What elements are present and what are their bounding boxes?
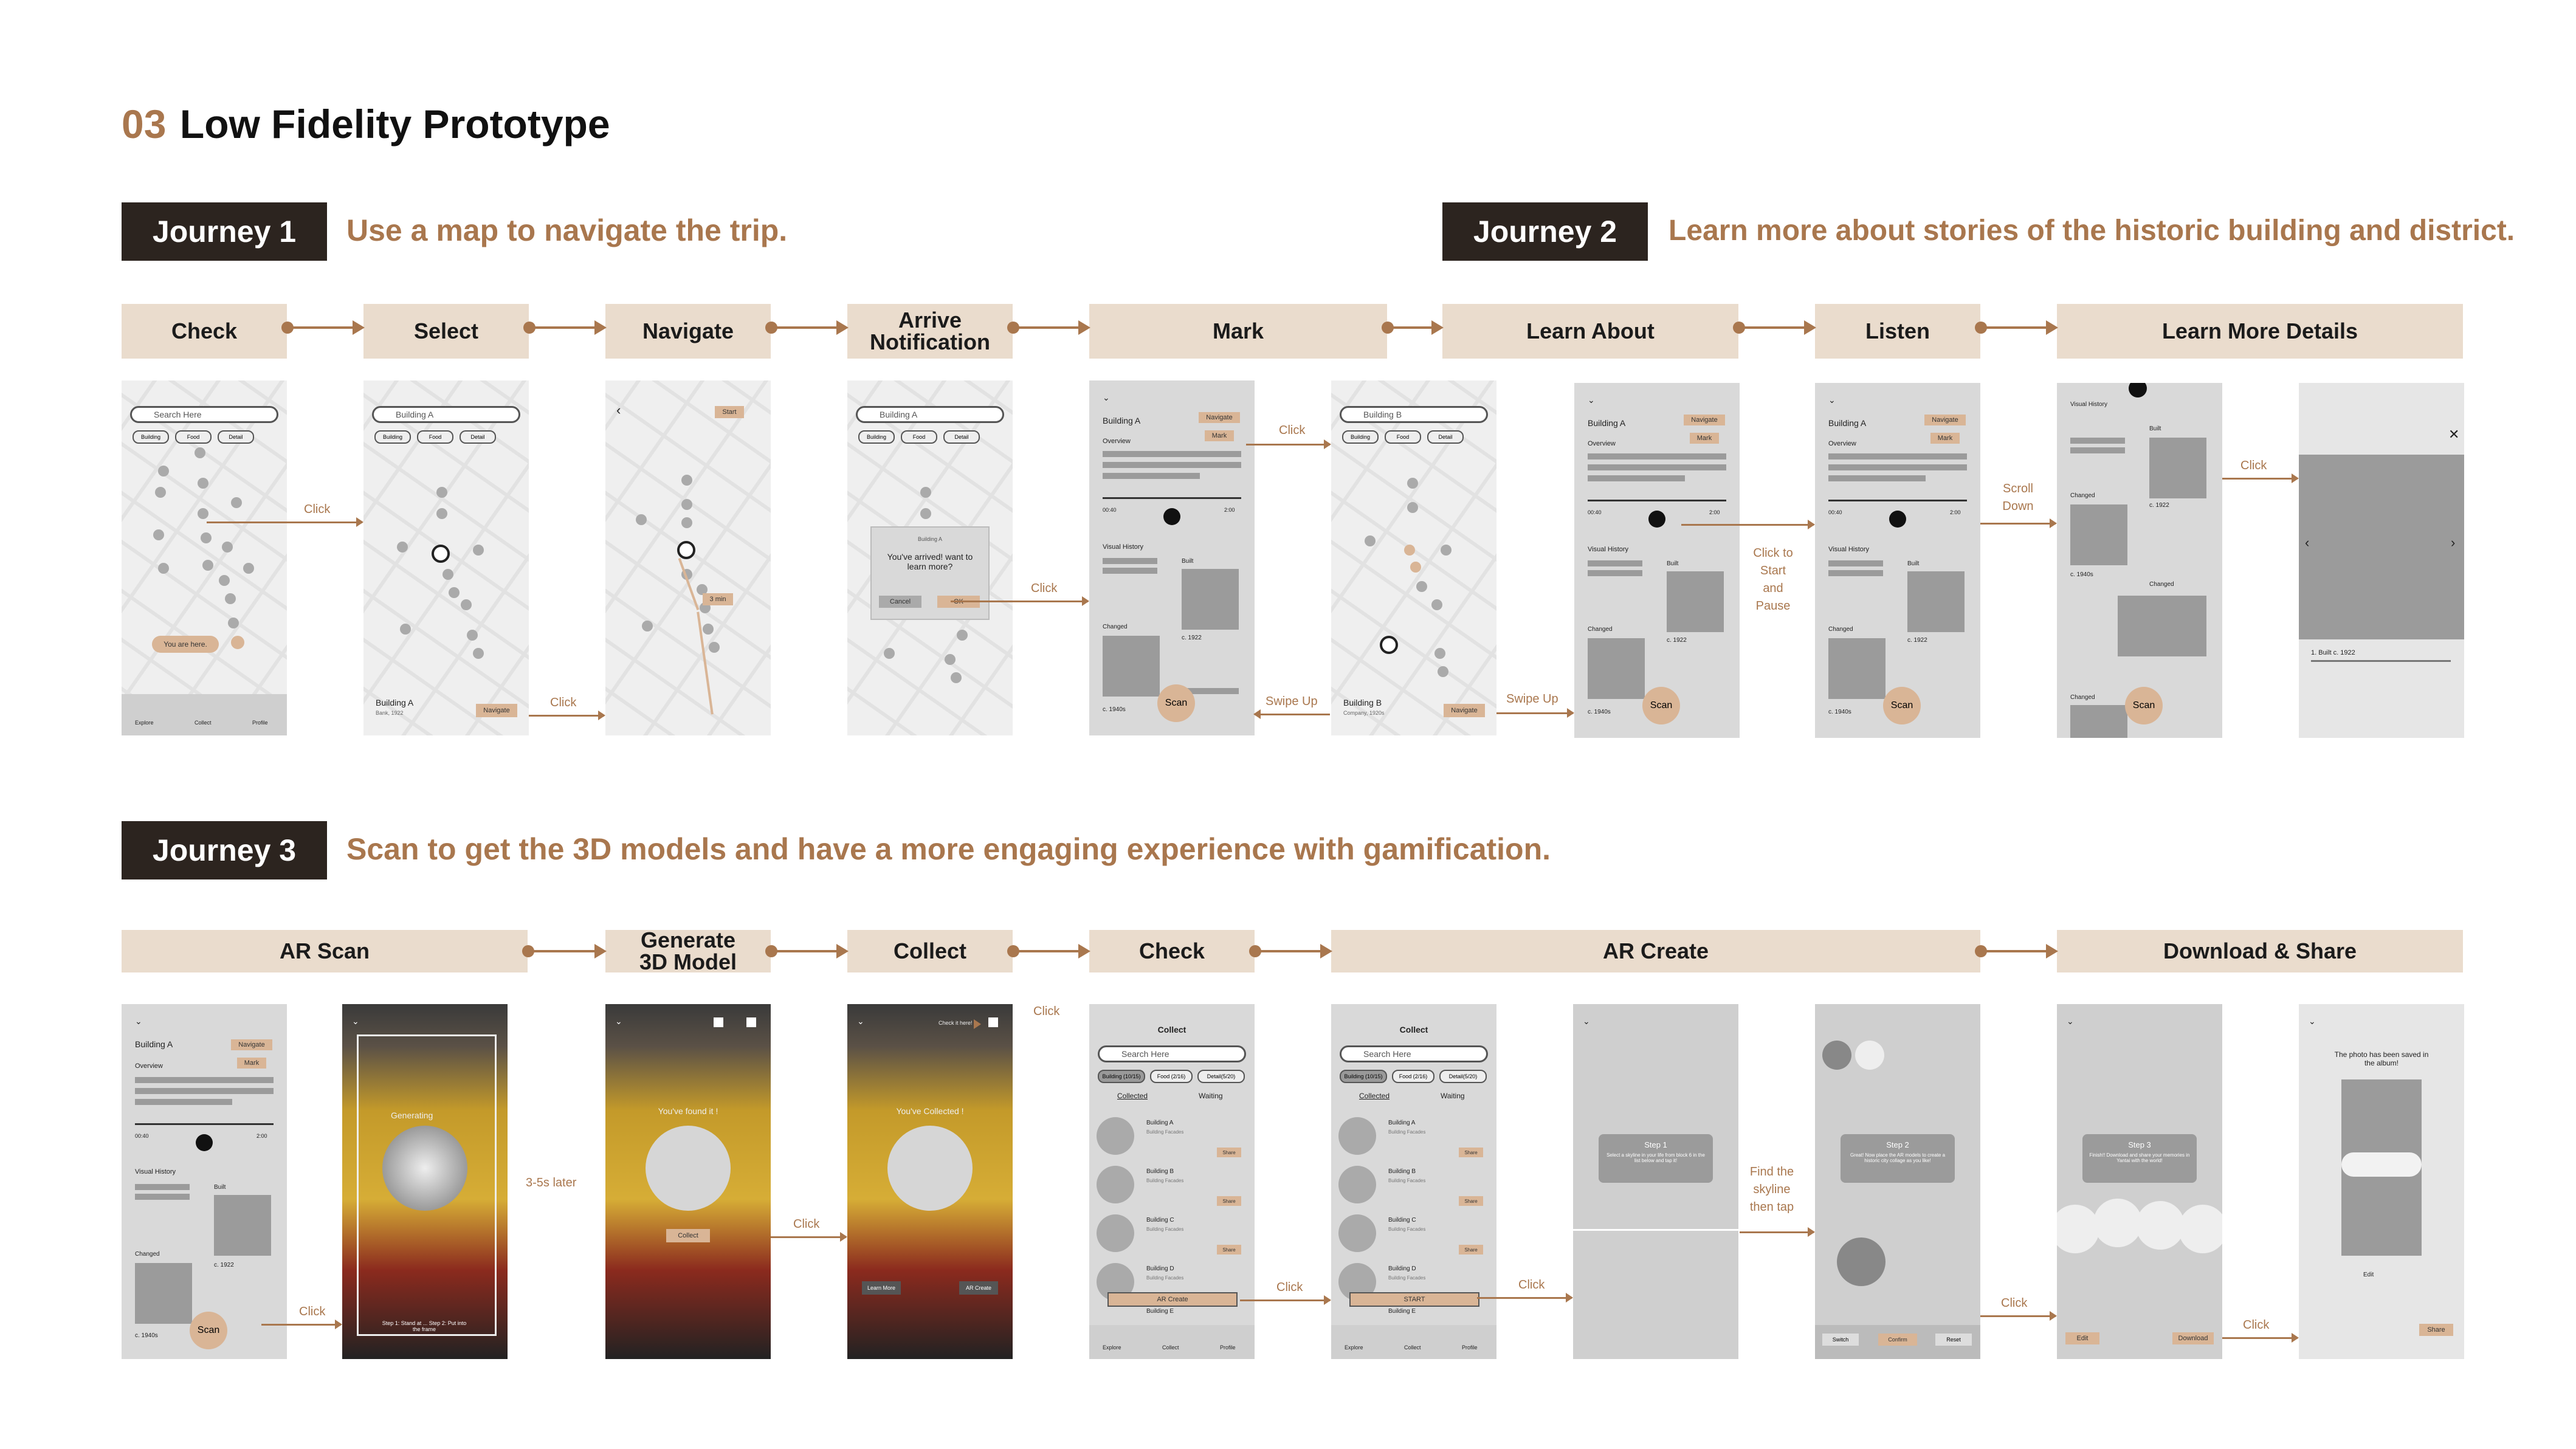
navigate-button[interactable]: Navigate — [1684, 415, 1725, 425]
screen-check-map — [122, 380, 287, 735]
connector — [951, 601, 1088, 602]
model-placeholder — [887, 1126, 973, 1211]
mark-button[interactable]: Mark — [1690, 433, 1719, 444]
screen-details-scrolled — [2057, 383, 2222, 738]
built-year: c. 1922 — [1667, 637, 1687, 644]
built-label: Built — [1667, 560, 1679, 567]
connector — [1740, 1231, 1814, 1233]
connector — [771, 1236, 846, 1238]
flow-arrow — [1980, 326, 2056, 329]
collection-icon[interactable] — [988, 1017, 998, 1027]
list-item-sub: Building Facades — [1146, 1275, 1184, 1281]
step-ar-create: AR Create — [1331, 930, 1980, 972]
step-3-text: Finish!! Download and share your memories in Yantai with the world! — [2089, 1152, 2190, 1163]
chip-building[interactable]: Building (10/15) — [1340, 1070, 1387, 1083]
switch-button[interactable]: Switch — [1822, 1334, 1859, 1346]
screen-collected — [847, 1004, 1013, 1359]
built-label: Built — [1182, 558, 1194, 565]
tab-collect[interactable]: Collect — [1162, 1344, 1179, 1351]
navigate-button[interactable]: Navigate — [231, 1039, 272, 1050]
collect-icon[interactable] — [714, 1017, 723, 1027]
saved-photo — [2341, 1079, 2422, 1256]
chip-building[interactable]: Building (10/15) — [1098, 1070, 1145, 1083]
step-generate-3d-model: Generate 3D Model — [605, 930, 771, 972]
step-download-share: Download & Share — [2057, 930, 2463, 972]
changed-year: c. 1940s — [2070, 571, 2093, 578]
list-item-title: Building E — [1146, 1308, 1174, 1315]
annotation-swipe-up: Swipe Up — [1506, 692, 1558, 706]
mark-button[interactable]: Mark — [1930, 433, 1960, 444]
step-listen: Listen — [1815, 304, 1980, 359]
close-icon[interactable]: ✕ — [2448, 427, 2460, 442]
flow-arrow — [1738, 326, 1814, 329]
chevron-down-icon[interactable]: ⌄ — [1588, 395, 1595, 405]
list-item-sub: Building Facades — [1388, 1227, 1426, 1232]
share-icon[interactable] — [746, 1017, 756, 1027]
visual-history-label: Visual History — [1828, 546, 1870, 553]
annotation-click: Click — [299, 1305, 326, 1318]
step-mark: Mark — [1089, 304, 1387, 359]
step-learn-about: Learn About — [1442, 304, 1738, 359]
collect-title: Collect — [1399, 1025, 1428, 1034]
annotation-click-start-pause: Click to Start and Pause — [1753, 546, 1793, 613]
chip-food[interactable]: Food — [417, 430, 453, 444]
chevron-down-icon[interactable]: ⌄ — [615, 1016, 622, 1026]
flow-arrow — [1387, 326, 1441, 329]
time-total: 2:00 — [1950, 509, 1961, 515]
tab-collected[interactable]: Collected — [1117, 1092, 1148, 1100]
search-input[interactable]: Building A — [856, 406, 1004, 423]
changed-label: Changed — [2070, 492, 2095, 499]
tab-waiting[interactable]: Waiting — [1441, 1092, 1465, 1100]
step-2-title: Step 2 — [1886, 1140, 1909, 1149]
step-learn-more-details: Learn More Details — [2057, 304, 2463, 359]
chevron-down-icon[interactable]: ⌄ — [352, 1016, 359, 1026]
annotation-later: 3-5s later — [526, 1176, 577, 1189]
connector — [207, 521, 362, 523]
flow-arrow — [771, 326, 846, 329]
tab-waiting[interactable]: Waiting — [1199, 1092, 1223, 1100]
overview-label: Overview — [1588, 440, 1616, 447]
search-input[interactable]: Search Here — [1340, 1045, 1488, 1062]
scan-button[interactable]: Scan — [1883, 687, 1921, 724]
visual-history-label: Visual History — [1103, 543, 1144, 551]
screen-3d-found — [605, 1004, 771, 1359]
bottom-tab-bar — [122, 694, 287, 735]
tab-explore[interactable]: Explore — [1103, 1344, 1121, 1351]
chip-food[interactable]: Food (2/16) — [1150, 1070, 1193, 1083]
journey-2-label: Journey 2 — [1442, 202, 1648, 261]
list-item-sub: Building Facades — [1388, 1129, 1426, 1135]
step-ar-scan: AR Scan — [122, 930, 528, 972]
time-total: 2:00 — [257, 1133, 267, 1139]
flow-arrow — [528, 950, 604, 952]
download-button[interactable]: Download — [2172, 1332, 2214, 1344]
screen-navigate-map — [605, 380, 771, 735]
mark-button[interactable]: Mark — [1205, 430, 1234, 441]
step-collect: Collect — [847, 930, 1013, 972]
confirm-button[interactable]: Confirm — [1878, 1334, 1917, 1346]
chip-building[interactable]: Building — [374, 430, 411, 444]
flow-arrow — [287, 326, 362, 329]
step-select: Select — [363, 304, 529, 359]
step-1-text: Select a skyline in your life from block 6 in the list below and tap it! — [1607, 1152, 1705, 1163]
connector — [529, 715, 604, 717]
collect-button[interactable]: Collect — [666, 1229, 710, 1242]
visual-history-label: Visual History — [2070, 401, 2107, 408]
connector — [2222, 1337, 2298, 1339]
share-button[interactable]: Share — [1459, 1245, 1483, 1255]
you-are-here-tag: You are here. — [152, 636, 219, 653]
changed-year: c. 1940s — [1103, 706, 1126, 713]
list-item-sub: Building Facades — [1146, 1227, 1184, 1232]
time-total: 2:00 — [1224, 507, 1235, 513]
changed-year: c. 1940s — [135, 1332, 158, 1339]
chevron-right-icon[interactable]: › — [2451, 535, 2456, 550]
pause-icon[interactable] — [1889, 511, 1906, 528]
tab-explore[interactable]: Explore — [135, 720, 154, 726]
share-button[interactable]: Share — [1217, 1196, 1241, 1206]
eta-badge: 3 min — [703, 593, 733, 605]
changed-label: Changed — [1828, 626, 1853, 633]
journey-2-description: Learn more about stories of the historic building and district. — [1669, 215, 2515, 247]
list-item-title: Building E — [1388, 1308, 1416, 1315]
chip-building[interactable]: Building — [858, 430, 895, 444]
collected-message: You've Collected ! — [896, 1106, 964, 1116]
generating-label: Generating — [391, 1110, 433, 1120]
dialog-message: You've arrived! want to learn more? — [887, 552, 973, 571]
annotation-click: Click — [1518, 1278, 1545, 1292]
connector — [2222, 478, 2298, 480]
selected-building-sub: Bank, 1922 — [376, 710, 404, 716]
time-total: 2:00 — [1709, 509, 1720, 515]
flow-arrow — [1980, 950, 2056, 952]
changed-label: Changed — [135, 1251, 160, 1258]
scan-button[interactable]: Scan — [190, 1312, 227, 1349]
list-item-sub: Building Facades — [1146, 1178, 1184, 1183]
chevron-down-icon[interactable]: ⌄ — [1583, 1016, 1590, 1026]
navigate-button[interactable]: Navigate — [1199, 412, 1240, 423]
screen-select-map — [363, 380, 529, 735]
screen-photo-saved — [2299, 1004, 2464, 1359]
section-number: 03 — [122, 102, 167, 146]
share-button[interactable]: Share — [1217, 1148, 1241, 1157]
selected-building-name: Building B — [1343, 698, 1382, 707]
generating-model — [382, 1126, 467, 1211]
navigate-button[interactable]: Navigate — [1924, 415, 1966, 425]
list-item-title: Building C — [1146, 1217, 1174, 1224]
tab-collect[interactable]: Collect — [195, 720, 212, 726]
page-title: Low Fidelity Prototype — [179, 102, 610, 146]
tab-explore[interactable]: Explore — [1345, 1344, 1363, 1351]
journey-3-label: Journey 3 — [122, 821, 327, 879]
chip-food[interactable]: Food (2/16) — [1392, 1070, 1434, 1083]
annotation-click: Click — [1276, 1281, 1303, 1294]
share-button[interactable]: Share — [1459, 1148, 1483, 1157]
step-2-text: Great! Now place the AR models to create a historic city collage as you like! — [1850, 1152, 1946, 1163]
found-message: You've found it ! — [658, 1106, 718, 1116]
list-item-sub: Building Facades — [1388, 1275, 1426, 1281]
annotation-click: Click — [793, 1217, 820, 1231]
chip-detail[interactable]: Detail(5/20) — [1439, 1070, 1487, 1083]
list-item-title: Building B — [1388, 1168, 1416, 1175]
step-3-card — [2082, 1134, 2197, 1183]
journey-1-description: Use a map to navigate the trip. — [346, 213, 788, 247]
step-check: Check — [122, 304, 287, 359]
list-item-title: Building C — [1388, 1217, 1416, 1224]
back-icon[interactable]: ‹ — [616, 402, 621, 418]
annotation-click: Click — [304, 503, 331, 516]
flow-arrow — [1013, 950, 1088, 952]
annotation-click: Click — [1279, 424, 1306, 437]
bottom-tab-bar — [1089, 1325, 1255, 1359]
step-2-card — [1841, 1134, 1955, 1183]
screen-ar-step-3 — [2057, 1004, 2222, 1359]
chip-detail[interactable]: Detail — [1427, 430, 1464, 444]
check-it-here-hint: Check it here! — [938, 1020, 973, 1026]
time-elapsed: 00:40 — [1828, 509, 1842, 515]
list-item-sub: Building Facades — [1388, 1178, 1426, 1183]
annotation-click: Click — [2240, 459, 2267, 472]
time-elapsed: 00:40 — [135, 1133, 149, 1139]
tab-profile[interactable]: Profile — [252, 720, 268, 726]
changed-year: c. 1940s — [1828, 709, 1851, 715]
tab-profile[interactable]: Profile — [1462, 1344, 1478, 1351]
time-elapsed: 00:40 — [1588, 509, 1602, 515]
edit-button[interactable]: Edit — [2065, 1332, 2099, 1344]
arrival-dialog — [870, 526, 990, 620]
navigate-button[interactable]: Navigate — [476, 704, 517, 717]
built-year: c. 1922 — [1907, 637, 1927, 644]
step-check-collection: Check — [1089, 930, 1255, 972]
screen-ar-create-list — [1331, 1004, 1496, 1359]
screen-learn-about — [1574, 383, 1740, 738]
step-3-title: Step 3 — [2128, 1140, 2151, 1149]
selected-building-sub: Company, 1920s — [1343, 710, 1385, 716]
scan-button[interactable]: Scan — [2125, 687, 2163, 724]
scan-button[interactable]: Scan — [1642, 687, 1680, 724]
list-item-title: Building B — [1146, 1168, 1174, 1175]
chip-detail[interactable]: Detail(5/20) — [1197, 1070, 1245, 1083]
chevron-down-icon[interactable]: ⌄ — [135, 1016, 142, 1026]
chip-building[interactable]: Building — [1342, 430, 1379, 444]
edit-link[interactable]: Edit — [2363, 1272, 2374, 1278]
saved-message: The photo has been saved in the album! — [2334, 1050, 2429, 1067]
changed-label-2: Changed — [2149, 581, 2174, 588]
overview-label: Overview — [135, 1062, 163, 1070]
step-1-title: Step 1 — [1644, 1140, 1667, 1149]
connector — [261, 1324, 341, 1326]
built-year: c. 1922 — [2149, 502, 2169, 509]
tab-collected[interactable]: Collected — [1359, 1092, 1390, 1100]
tab-collect[interactable]: Collect — [1404, 1344, 1421, 1351]
step-arrive-notification: Arrive Notification — [847, 304, 1013, 359]
list-item-title: Building D — [1146, 1265, 1174, 1272]
changed-label: Changed — [1588, 626, 1613, 633]
connector — [1477, 1297, 1572, 1299]
list-item-title: Building A — [1388, 1120, 1416, 1126]
search-input[interactable]: Search Here — [1098, 1045, 1246, 1062]
screen-arrive-notification — [847, 380, 1013, 735]
journey-1-label: Journey 1 — [122, 202, 327, 261]
learn-more-button[interactable]: Learn More — [862, 1281, 901, 1295]
connector — [1980, 523, 2056, 525]
annotation-click: Click — [1033, 1005, 1060, 1018]
building-title: Building A — [1828, 418, 1867, 428]
navigate-button[interactable]: Navigate — [1444, 704, 1485, 717]
search-input[interactable]: Search Here — [130, 406, 278, 423]
connector — [1681, 524, 1814, 526]
chip-detail[interactable]: Detail — [943, 430, 980, 444]
tab-profile[interactable]: Profile — [1220, 1344, 1236, 1351]
dialog-building: Building A — [917, 536, 943, 542]
building-title: Building A — [135, 1039, 173, 1049]
model-placeholder — [646, 1126, 731, 1211]
chevron-left-icon[interactable]: ‹ — [2305, 535, 2310, 550]
time-elapsed: 00:40 — [1103, 507, 1117, 513]
scan-button[interactable]: Scan — [1157, 684, 1195, 722]
chip-food[interactable]: Food — [901, 430, 937, 444]
share-button[interactable]: Share — [1217, 1245, 1241, 1255]
screen-ar-step-1 — [1573, 1004, 1738, 1359]
list-item-title: Building A — [1146, 1120, 1174, 1126]
skyline-line — [1573, 1229, 1738, 1231]
changed-year: c. 1940s — [1588, 709, 1611, 715]
connector — [1240, 1299, 1330, 1301]
gallery-image — [2299, 455, 2464, 639]
overview-label: Overview — [1103, 438, 1131, 445]
search-input[interactable]: Building A — [372, 406, 520, 423]
play-icon[interactable] — [196, 1134, 213, 1151]
annotation-click: Click — [550, 696, 577, 709]
list-item-sub: Building Facades — [1146, 1129, 1184, 1135]
flow-arrow — [771, 950, 846, 952]
mark-button[interactable]: Mark — [237, 1058, 266, 1069]
pause-icon[interactable] — [2129, 383, 2147, 398]
annotation-click: Click — [2243, 1318, 2270, 1332]
annotation-scroll-down: Scroll Down — [2002, 482, 2034, 513]
chevron-down-icon[interactable]: ⌄ — [2309, 1016, 2316, 1026]
reset-button[interactable]: Reset — [1935, 1334, 1972, 1346]
page-heading — [122, 101, 610, 147]
built-label: Built — [214, 1184, 226, 1191]
chip-food[interactable]: Food — [175, 430, 212, 444]
overview-label: Overview — [1828, 440, 1856, 447]
connector — [1246, 444, 1330, 446]
changed-label-3: Changed — [2070, 694, 2095, 701]
screen-ar-step-2 — [1815, 1004, 1980, 1359]
visual-history-label: Visual History — [135, 1168, 176, 1175]
list-item-title: Building D — [1388, 1265, 1416, 1272]
share-button[interactable]: Share — [1459, 1196, 1483, 1206]
selected-building-name: Building A — [376, 698, 414, 707]
chip-detail[interactable]: Detail — [460, 430, 496, 444]
built-year: c. 1922 — [1182, 635, 1202, 641]
bottom-tab-bar — [1331, 1325, 1496, 1359]
screen-details-gallery — [2299, 383, 2464, 738]
play-icon[interactable] — [1648, 511, 1665, 528]
ar-create-button[interactable]: AR Create — [1107, 1292, 1238, 1307]
flow-arrow — [1255, 950, 1330, 952]
screen-collection-list — [1089, 1004, 1255, 1359]
screen-mark-detail — [1089, 380, 1255, 735]
annotation-find-skyline: Find the skyline then tap — [1749, 1165, 1794, 1214]
scan-instructions: Step 1: Stand at ... Step 2: Put into the frame — [382, 1320, 467, 1332]
built-label: Built — [2149, 425, 2161, 432]
start-button[interactable]: Start — [715, 406, 744, 418]
screen-listen — [1815, 383, 1980, 738]
collect-title: Collect — [1157, 1025, 1186, 1034]
connector — [1496, 712, 1573, 714]
ar-create-button[interactable]: AR Create — [959, 1281, 998, 1295]
visual-history-label: Visual History — [1588, 546, 1629, 553]
start-button[interactable]: START — [1349, 1292, 1479, 1307]
chevron-down-icon[interactable]: ⌄ — [857, 1016, 864, 1026]
screen-ar-scanning — [342, 1004, 508, 1359]
chip-detail[interactable]: Detail — [218, 430, 254, 444]
chevron-down-icon[interactable]: ⌄ — [1103, 393, 1110, 402]
chevron-down-icon[interactable]: ⌄ — [1828, 395, 1836, 405]
gallery-caption: 1. Built c. 1922 — [2311, 649, 2355, 656]
screen-ar-scan-detail — [122, 1004, 287, 1359]
search-input[interactable]: Building B — [1340, 406, 1488, 423]
screen-mark-map — [1331, 380, 1496, 735]
cancel-button[interactable]: Cancel — [879, 596, 921, 608]
changed-label: Changed — [1103, 624, 1128, 630]
journey-3-description: Scan to get the 3D models and have a more engaging experience with gamification. — [346, 832, 1551, 866]
flow-arrow — [529, 326, 604, 329]
annotation-swipe-up: Swipe Up — [1266, 695, 1318, 708]
connector — [1255, 714, 1330, 715]
annotation-click: Click — [2001, 1296, 2028, 1310]
step-1-card — [1599, 1134, 1713, 1183]
step-navigate: Navigate — [605, 304, 771, 359]
building-title: Building A — [1588, 418, 1626, 428]
chevron-down-icon[interactable]: ⌄ — [2067, 1016, 2074, 1026]
play-icon[interactable] — [1163, 508, 1180, 525]
flow-arrow — [1013, 326, 1088, 329]
chip-building[interactable]: Building — [133, 430, 169, 444]
built-year: c. 1922 — [214, 1262, 234, 1268]
annotation-click: Click — [1031, 582, 1058, 595]
built-label: Built — [1907, 560, 1920, 567]
share-button[interactable]: Share — [2419, 1324, 2453, 1336]
chip-food[interactable]: Food — [1385, 430, 1421, 444]
connector — [1980, 1315, 2056, 1317]
building-title: Building A — [1103, 416, 1141, 425]
